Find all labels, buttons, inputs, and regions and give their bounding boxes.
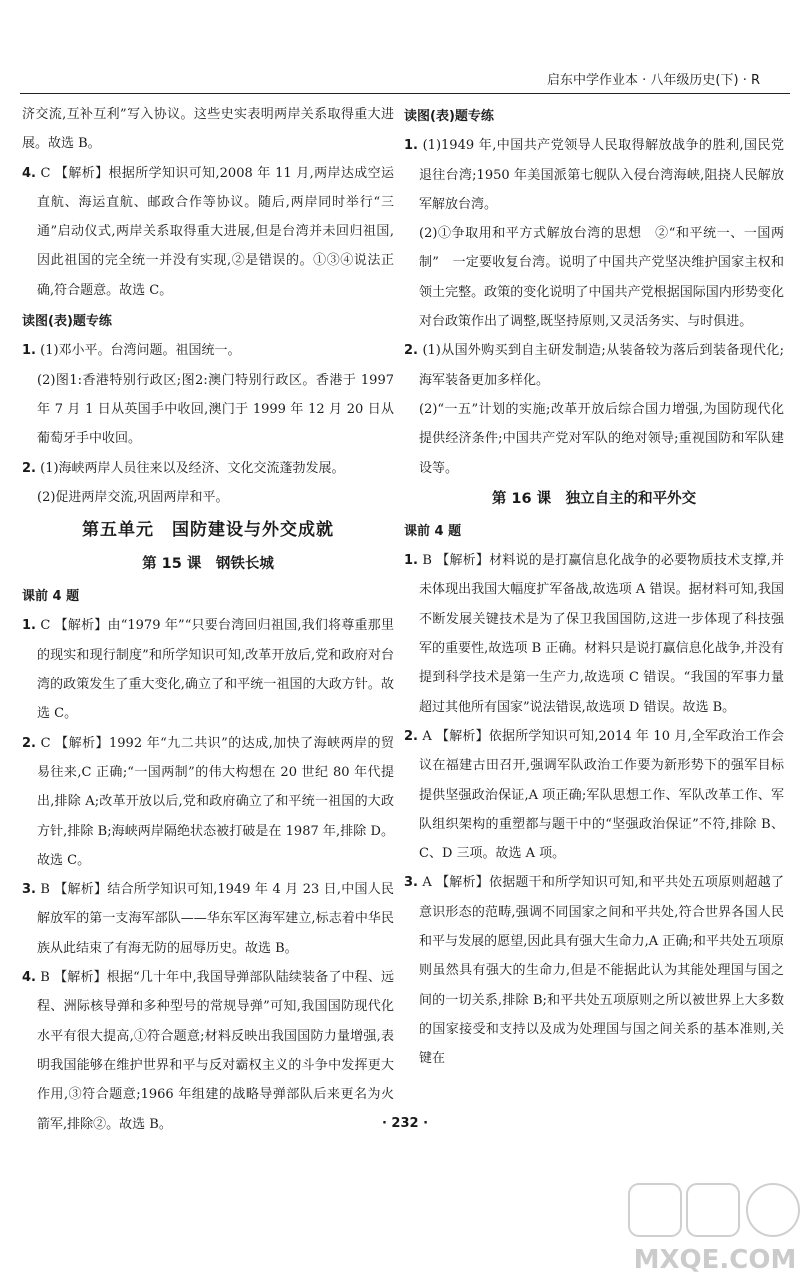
item-text: (1)1949 年,中国共产党领导人民取得解放战争的胜利,国民党退往台湾;1950 年美国派第七舰队入侵台湾海峡,阻挠人民解放军解放台湾。 bbox=[419, 138, 784, 212]
answer-subpart: (2)①争取用和平方式解放台湾的思想 ②“和平统一、一国两制” 一定要收复台湾。说明了中国共产党坚决维护国家主权和领土完整。政策的变化说明了中国共产党根据国际国内形势变化对台政策作出了调整,既坚持原则,又灵活务实、与时俱进。 bbox=[419, 226, 784, 330]
item-text: C 【解析】1992 年“九二共识”的达成,加快了海峡两岸的贸易往来,C 正确;“一国两制”的伟大构想在 20 世纪 80 年代提出,排除 A;改革开放以后,党和政府确立了和平统一祖国的大政方针,排除 B;海峡两岸隔绝状态被打破是在 1987 年,排除 D。故选 C。 bbox=[37, 735, 394, 868]
answer-item bbox=[404, 868, 784, 1073]
right-column bbox=[404, 100, 784, 1074]
header-title: 启东中学作业本 · 八年级历史(下) · R bbox=[547, 73, 760, 88]
item-number: 1. bbox=[22, 343, 36, 359]
item-text: (1)海峡两岸人员往来以及经济、文化交流蓬勃发展。 bbox=[40, 460, 345, 476]
answer-subpart: (2)促进两岸交流,巩固两岸和平。 bbox=[37, 489, 229, 505]
item-text: B 【解析】根据“几十年中,我国导弹部队陆续装备了中程、远程、洲际核导弹和多种型号的常规导弹”可知,我国国防现代化水平有很大提高,①符合题意;材料反映出我国国防力量增强,表明我国能够在维护世界和平与反对霸权主义的斗争中发挥更大作用,③符合题意;1966 年组建的战略导弹部队后来更名为火箭军,排除②。故选 B。 bbox=[37, 970, 394, 1132]
answer-item bbox=[404, 546, 784, 722]
answer-item bbox=[22, 611, 394, 728]
watermark-logo bbox=[625, 1180, 805, 1275]
section-heading: 课前 4 题 bbox=[22, 589, 80, 605]
answer-item bbox=[22, 159, 394, 305]
lesson-title: 第 15 课 钢铁长城 bbox=[142, 556, 274, 573]
item-text: A 【解析】依据所学知识可知,2014 年 10 月,全军政治工作会议在福建古田召开,强调军队政治工作要为新形势下的强军目标提供坚强政治保证,A 项正确;军队思想工作、军队改革工作、军队组织架构的重塑都与题干中的“坚强政治保证”不符,排除 B、C、D 三项。故选 A 项。 bbox=[419, 728, 784, 862]
item-text: C 【解析】由“1979 年”“只要台湾回归祖国,我们将尊重那里的现实和现行制度”和所学知识可知,改革开放后,党和政府对台湾的政策发生了重大变化,确立了和平统一祖国的大政方针。故选 C。 bbox=[37, 618, 394, 722]
item-number: 2. bbox=[22, 460, 36, 476]
item-number: 1. bbox=[22, 618, 36, 634]
item-text: B 【解析】结合所学知识可知,1949 年 4 月 23 日,中国人民解放军的第一支海军部队——华东军区海军建立,标志着中华民族从此结束了有海无防的屈辱历史。故选 B。 bbox=[37, 882, 394, 956]
item-number: 3. bbox=[22, 882, 36, 898]
item-text: C 【解析】根据所学知识可知,2008 年 11 月,两岸达成空运直航、海运直航、邮政合作等协议。随后,两岸同时举行“三通”启动仪式,两岸关系取得重大进展,但是台湾并未回归祖国,因此祖国的完全统一并没有实现,②是错误的。①③④说法正确,符合题意。故选 C。 bbox=[37, 165, 394, 298]
answer-item bbox=[22, 729, 394, 875]
item-number: 1. bbox=[404, 553, 418, 569]
answer-item bbox=[22, 454, 394, 483]
item-number: 4. bbox=[22, 970, 36, 986]
lesson-title: 第 16 课 独立自主的和平外交 bbox=[491, 490, 697, 507]
item-number: 2. bbox=[22, 735, 36, 751]
item-number: 3. bbox=[404, 875, 418, 891]
item-number: 1. bbox=[404, 138, 418, 154]
item-text: A 【解析】依据题干和所学知识可知,和平共处五项原则超越了意识形态的范畴,强调不同国家之间和平共处,符合世界各国人民和平与发展的愿望,因此具有强大生命力,A 正确;和平共处五项原则虽然具有强大的生命力,但是不能据此认为其能处理国与国之间的一切关系,排除 B;和平共处五项原则之所以被世界上大多数的国家接受和支持以及成为处理国与国之间关系的基本准则,关键在 bbox=[419, 875, 784, 1067]
left-column bbox=[22, 100, 394, 1139]
answer-item bbox=[404, 722, 784, 868]
section-heading: 读图(表)题专练 bbox=[404, 109, 494, 124]
page-number: · 232 · bbox=[381, 1116, 429, 1131]
unit-title: 第五单元 国防建设与外交成就 bbox=[82, 520, 334, 541]
running-header bbox=[20, 70, 790, 94]
answer-subpart: (2)“一五”计划的实施;改革开放后综合国力增强,为国防现代化提供经济条件;中国共产党对军队的绝对领导;重视国防和军队建设等。 bbox=[419, 401, 784, 476]
answer-item bbox=[22, 336, 394, 365]
answer-subpart: (2)图1:香港特别行政区;图2:澳门特别行政区。香港于 1997 年 7 月 1 日从英国手中收回,澳门于 1999 年 12 月 20 日从葡萄牙手中收回。 bbox=[37, 372, 394, 447]
watermark-url: MXQE.COM bbox=[633, 1245, 797, 1275]
section-heading: 课前 4 题 bbox=[404, 523, 462, 539]
section-heading: 读图(表)题专练 bbox=[22, 314, 112, 330]
item-text: (1)从国外购买到自主研发制造;从装备较为落后到装备现代化;海军装备更加多样化。 bbox=[419, 343, 784, 388]
answer-item bbox=[404, 131, 784, 219]
answer-item bbox=[404, 336, 784, 395]
answer-item bbox=[22, 875, 394, 963]
continued-text: 济交流,互补互利”写入协议。这些史实表明两岸关系取得重大进展。故选 B。 bbox=[22, 107, 394, 152]
item-number: 4. bbox=[22, 165, 36, 181]
item-number: 2. bbox=[404, 343, 418, 359]
item-text: (1)邓小平。台湾问题。祖国统一。 bbox=[40, 343, 241, 359]
item-number: 2. bbox=[404, 728, 418, 744]
answer-item bbox=[22, 963, 394, 1139]
item-text: B 【解析】材料说的是打赢信息化战争的必要物质技术支撑,并未体现出我国大幅度扩军备战,故选项 A 错误。据材料可知,我国不断发展关键技术是为了保卫我国国防,这进一步体现了科技强军的重要性,故选项 B 正确。材料只是说打赢信息化战争,并没有提到科学技术是第一生产力,故选项 C 错误。“我国的军事力量超过其他所有国家”说法错误,故选项 D 错误。故选 B。 bbox=[419, 553, 784, 715]
